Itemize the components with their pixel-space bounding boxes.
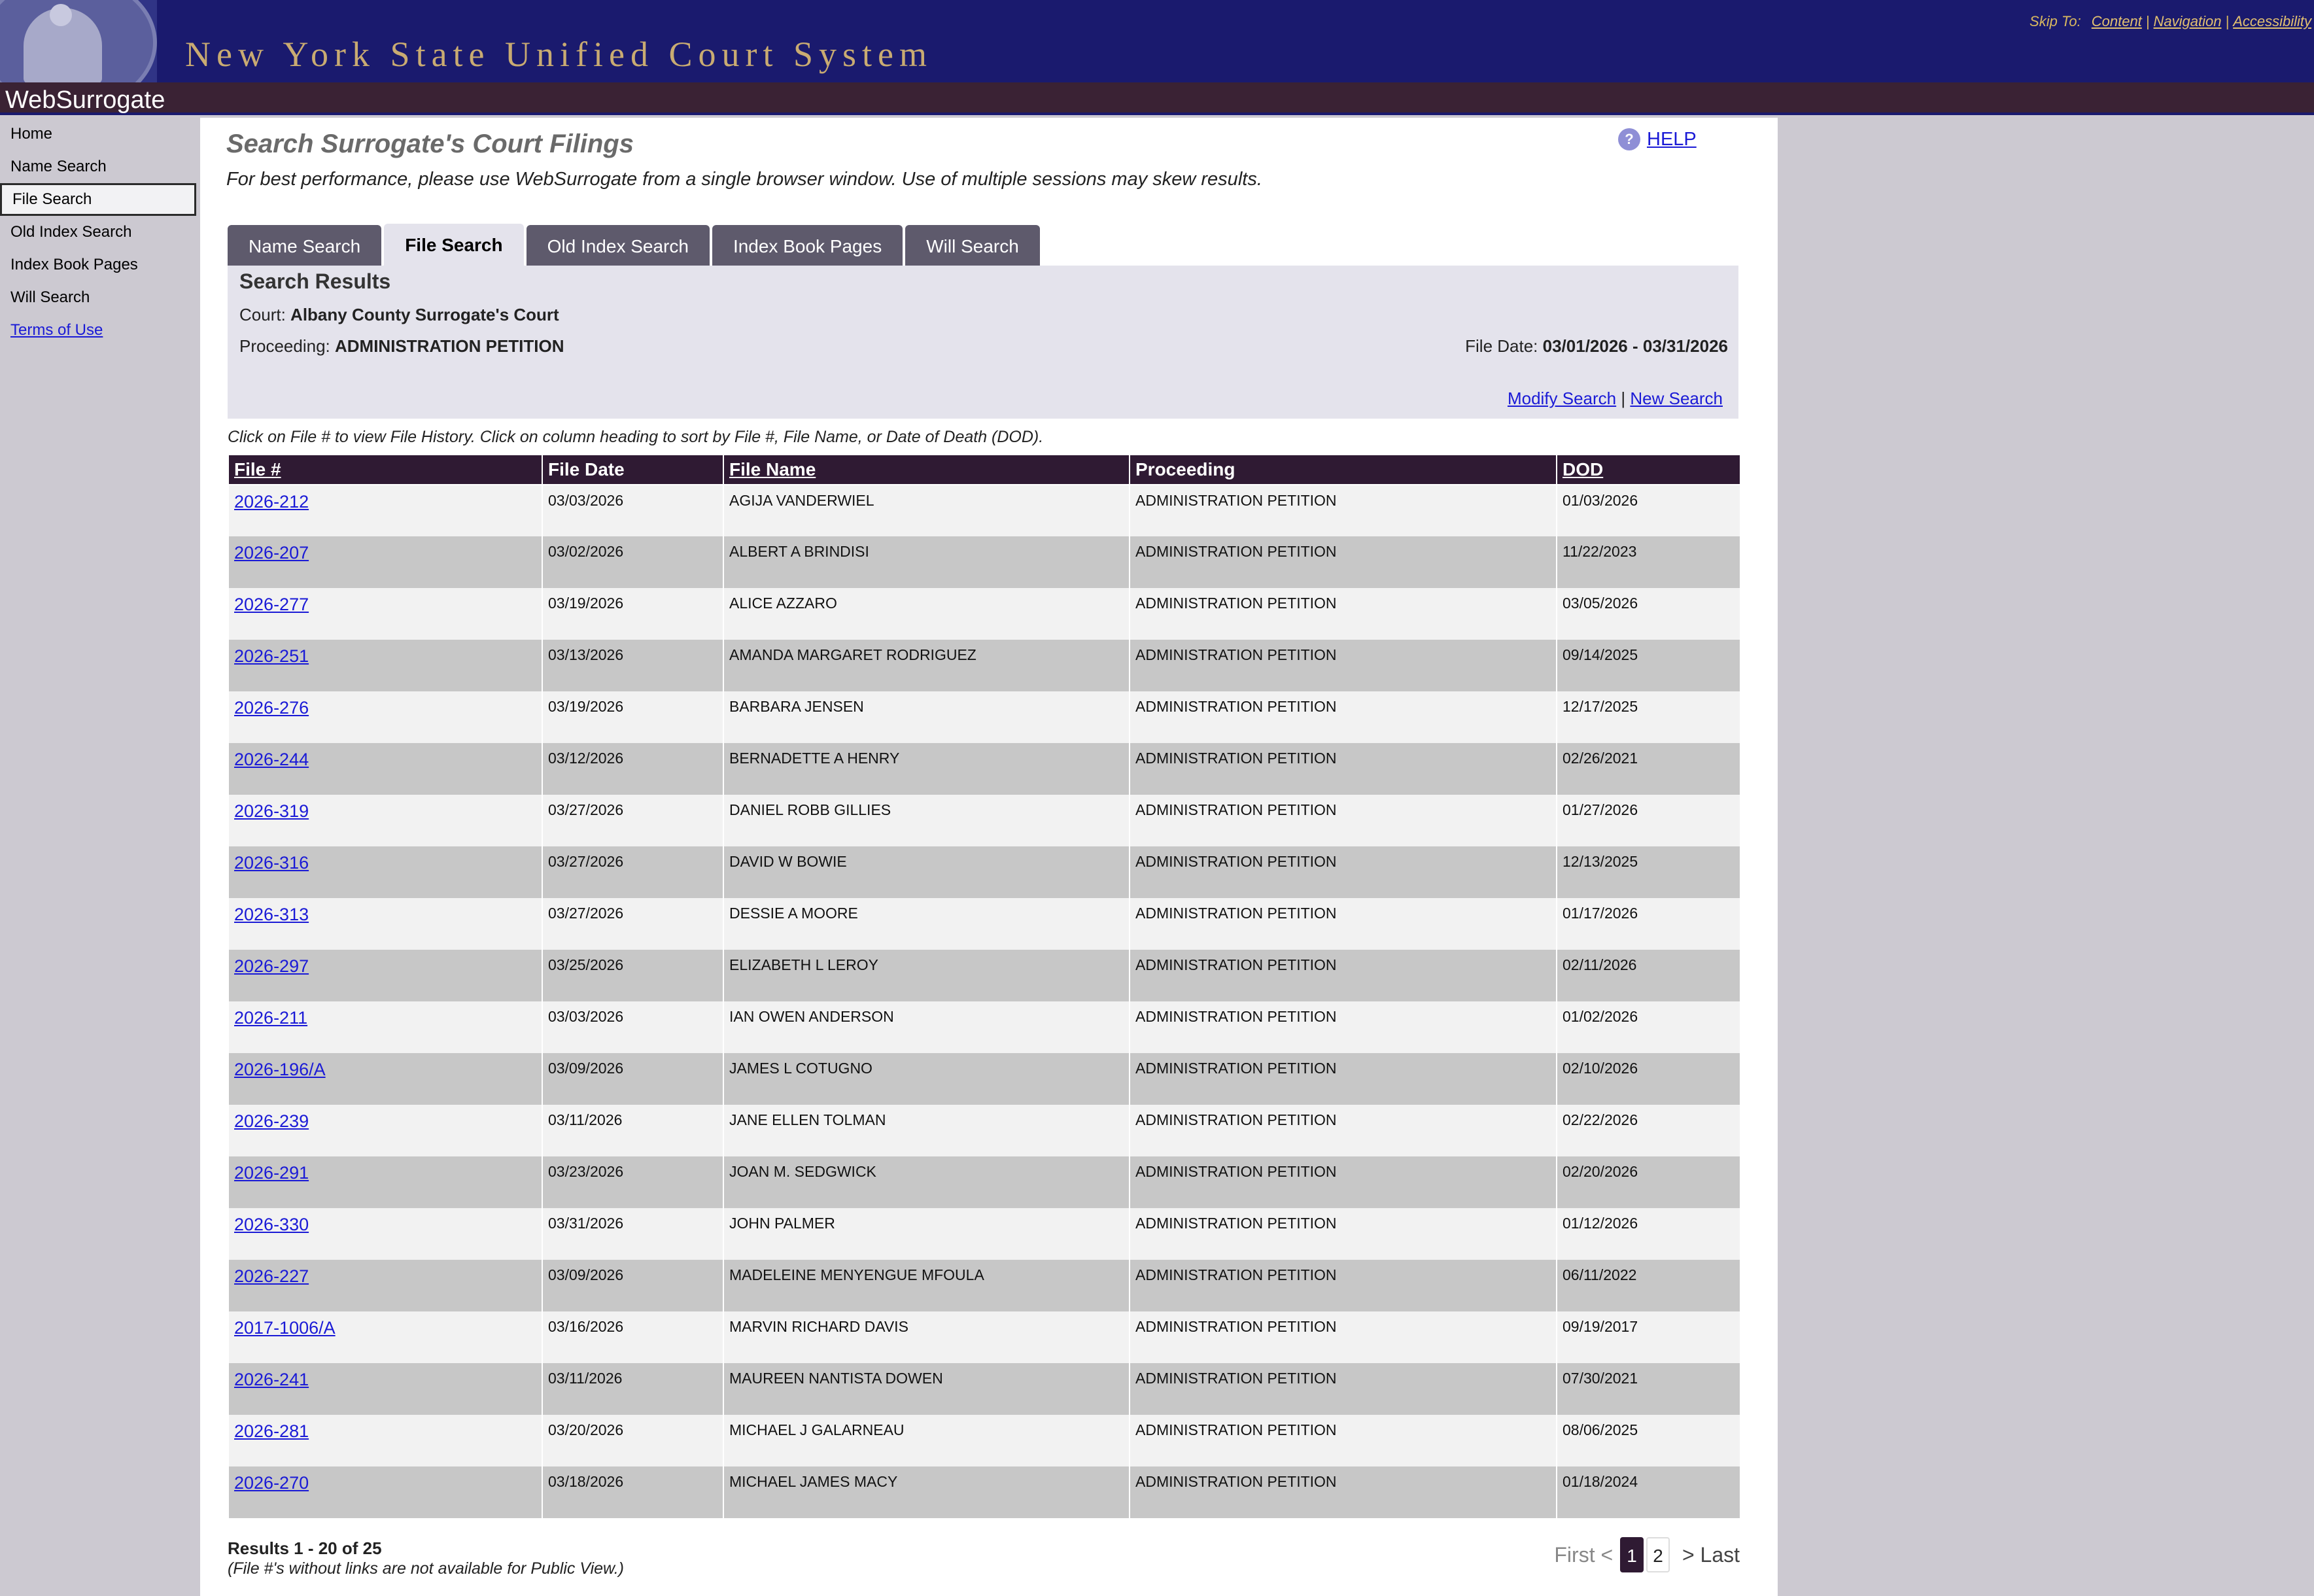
file-name-cell: BERNADETTE A HENRY xyxy=(723,743,1130,795)
file-number-link[interactable]: 2026-297 xyxy=(234,956,309,976)
table-row xyxy=(228,950,1740,1001)
file-number-cell xyxy=(228,795,542,846)
dod-cell: 02/11/2026 xyxy=(1557,950,1740,1001)
file-number-link[interactable]: 2026-211 xyxy=(234,1008,308,1028)
table-row xyxy=(228,1001,1740,1053)
file-number-cell xyxy=(228,1415,542,1466)
results-table xyxy=(228,454,1741,1518)
table-row xyxy=(228,640,1740,691)
proceeding-cell: ADMINISTRATION PETITION xyxy=(1130,743,1557,795)
file-date-label: File Date: xyxy=(1465,336,1538,356)
court-seal-logo xyxy=(0,0,157,82)
file-name-cell: ELIZABETH L LEROY xyxy=(723,950,1130,1001)
proceeding-cell: ADMINISTRATION PETITION xyxy=(1130,1260,1557,1311)
proceeding-cell: ADMINISTRATION PETITION xyxy=(1130,795,1557,846)
file-date-cell: 03/02/2026 xyxy=(542,536,723,588)
file-name-cell: ALICE AZZARO xyxy=(723,588,1130,640)
proceeding-line xyxy=(239,336,564,356)
file-number-cell xyxy=(228,588,542,640)
sidebar-nav xyxy=(0,118,200,347)
file-date-cell: 03/11/2026 xyxy=(542,1363,723,1415)
file-number-cell xyxy=(228,691,542,743)
pager-page-1[interactable]: 1 xyxy=(1620,1537,1644,1572)
help-icon[interactable]: ? xyxy=(1618,128,1640,150)
file-date-cell: 03/09/2026 xyxy=(542,1260,723,1311)
proceeding-cell: ADMINISTRATION PETITION xyxy=(1130,485,1557,536)
table-header-row xyxy=(228,455,1740,485)
file-number-cell xyxy=(228,1001,542,1053)
pager-prev: < xyxy=(1600,1542,1614,1567)
file-number-link[interactable]: 2026-313 xyxy=(234,905,309,924)
file-number-cell xyxy=(228,1466,542,1518)
sidebar-item-will-search[interactable]: Will Search xyxy=(10,288,90,306)
sidebar-item-name-search[interactable]: Name Search xyxy=(10,158,107,175)
table-row xyxy=(228,1466,1740,1518)
file-date-cell: 03/27/2026 xyxy=(542,795,723,846)
sidebar-item-file-search[interactable]: File Search xyxy=(0,183,196,216)
file-date-cell: 03/27/2026 xyxy=(542,846,723,898)
proceeding-cell: ADMINISTRATION PETITION xyxy=(1130,1466,1557,1518)
result-count: Results 1 - 20 of 25 xyxy=(228,1538,382,1558)
dod-cell: 02/26/2021 xyxy=(1557,743,1740,795)
help-link-group[interactable] xyxy=(1618,128,1697,150)
table-row xyxy=(228,1363,1740,1415)
table-row xyxy=(228,536,1740,588)
file-date-value: 03/01/2026 - 03/31/2026 xyxy=(1542,336,1728,356)
proceeding-cell: ADMINISTRATION PETITION xyxy=(1130,1001,1557,1053)
file-name-cell: MICHAEL JAMES MACY xyxy=(723,1466,1130,1518)
table-row xyxy=(228,1260,1740,1311)
dod-cell: 03/05/2026 xyxy=(1557,588,1740,640)
file-name-cell: DESSIE A MOORE xyxy=(723,898,1130,950)
file-name-cell: BARBARA JENSEN xyxy=(723,691,1130,743)
file-name-cell: MAUREEN NANTISTA DOWEN xyxy=(723,1363,1130,1415)
file-number-cell xyxy=(228,1311,542,1363)
search-actions xyxy=(1508,389,1723,409)
file-number-link[interactable]: 2026-227 xyxy=(234,1266,309,1286)
proceeding-cell: ADMINISTRATION PETITION xyxy=(1130,898,1557,950)
proceeding-cell: ADMINISTRATION PETITION xyxy=(1130,1105,1557,1156)
dod-cell: 01/03/2026 xyxy=(1557,485,1740,536)
file-number-cell xyxy=(228,1260,542,1311)
column-header-file-name[interactable]: File Name xyxy=(723,455,1130,485)
proceeding-cell: ADMINISTRATION PETITION xyxy=(1130,1415,1557,1466)
file-date-cell: 03/20/2026 xyxy=(542,1415,723,1466)
table-row xyxy=(228,1208,1740,1260)
dod-cell: 01/18/2024 xyxy=(1557,1466,1740,1518)
file-number-link[interactable]: 2026-241 xyxy=(234,1370,309,1389)
dod-cell: 12/13/2025 xyxy=(1557,846,1740,898)
tab-file-search[interactable]: File Search xyxy=(384,224,523,268)
file-number-cell xyxy=(228,1363,542,1415)
proceeding-cell: ADMINISTRATION PETITION xyxy=(1130,1053,1557,1105)
file-date-line xyxy=(1465,336,1728,356)
file-name-cell: JANE ELLEN TOLMAN xyxy=(723,1105,1130,1156)
skip-to-content-link[interactable]: Content xyxy=(2091,13,2142,29)
file-number-link[interactable]: 2026-196/A xyxy=(234,1060,326,1079)
app-brand: WebSurrogate xyxy=(5,86,165,114)
proceeding-cell: ADMINISTRATION PETITION xyxy=(1130,1363,1557,1415)
file-date-cell: 03/25/2026 xyxy=(542,950,723,1001)
proceeding-cell: ADMINISTRATION PETITION xyxy=(1130,1311,1557,1363)
table-row xyxy=(228,1311,1740,1363)
dod-cell: 02/10/2026 xyxy=(1557,1053,1740,1105)
file-number-link[interactable]: 2026-212 xyxy=(234,492,309,512)
dod-cell: 07/30/2021 xyxy=(1557,1363,1740,1415)
file-date-cell: 03/18/2026 xyxy=(542,1466,723,1518)
pager-first: First xyxy=(1554,1542,1595,1567)
file-date-cell: 03/03/2026 xyxy=(542,1001,723,1053)
site-title: New York State Unified Court System xyxy=(185,35,933,74)
tab-index-book-pages[interactable]: Index Book Pages xyxy=(712,225,903,268)
terms-of-use-link[interactable]: Terms of Use xyxy=(10,321,103,339)
proceeding-cell: ADMINISTRATION PETITION xyxy=(1130,691,1557,743)
column-header-proceeding: Proceeding xyxy=(1130,455,1557,485)
tab-will-search[interactable]: Will Search xyxy=(905,225,1040,268)
file-date-cell: 03/13/2026 xyxy=(542,640,723,691)
file-date-cell: 03/31/2026 xyxy=(542,1208,723,1260)
file-date-cell: 03/16/2026 xyxy=(542,1311,723,1363)
column-header-file-number[interactable]: File # xyxy=(228,455,542,485)
pager-last[interactable]: Last xyxy=(1700,1542,1740,1567)
file-number-link[interactable]: 2026-244 xyxy=(234,750,309,769)
file-date-cell: 03/27/2026 xyxy=(542,898,723,950)
file-number-cell xyxy=(228,1053,542,1105)
skip-to-links: Skip To: Content | Navigation | Accessibility xyxy=(2029,13,2311,29)
file-number-cell xyxy=(228,640,542,691)
file-date-cell: 03/03/2026 xyxy=(542,485,723,536)
table-row xyxy=(228,795,1740,846)
table-row xyxy=(228,1156,1740,1208)
file-name-cell: IAN OWEN ANDERSON xyxy=(723,1001,1130,1053)
tab-name-search[interactable]: Name Search xyxy=(228,225,381,268)
file-number-cell xyxy=(228,485,542,536)
pagination xyxy=(1554,1537,1740,1574)
search-results-summary xyxy=(228,266,1738,419)
table-instructions: Click on File # to view File History. Click on column heading to sort by File #, File Name, or Date of Death (DOD). xyxy=(228,428,1044,446)
table-row xyxy=(228,485,1740,536)
sidebar-item-old-index-search[interactable]: Old Index Search xyxy=(10,223,132,241)
dod-cell: 12/17/2025 xyxy=(1557,691,1740,743)
main-content xyxy=(200,118,1778,1596)
pager-page-2[interactable]: 2 xyxy=(1646,1537,1670,1572)
file-name-cell: ALBERT A BRINDISI xyxy=(723,536,1130,588)
file-number-link[interactable]: 2026-239 xyxy=(234,1111,309,1131)
file-name-cell: JOHN PALMER xyxy=(723,1208,1130,1260)
file-number-link[interactable]: 2026-319 xyxy=(234,801,309,821)
sidebar-item-index-book-pages[interactable]: Index Book Pages xyxy=(10,256,138,273)
file-number-link[interactable]: 2026-277 xyxy=(234,595,309,614)
skip-to-navigation-link[interactable]: Navigation xyxy=(2153,13,2222,29)
file-number-link[interactable]: 2026-281 xyxy=(234,1421,309,1441)
proceeding-value: ADMINISTRATION PETITION xyxy=(335,336,564,356)
brand-bar xyxy=(0,82,2314,115)
file-date-cell: 03/09/2026 xyxy=(542,1053,723,1105)
dod-cell: 09/14/2025 xyxy=(1557,640,1740,691)
court-value: Albany County Surrogate's Court xyxy=(290,305,559,324)
file-number-link[interactable]: 2026-330 xyxy=(234,1215,309,1234)
file-number-cell xyxy=(228,536,542,588)
page-title: Search Surrogate's Court Filings xyxy=(226,130,634,158)
dod-cell: 11/22/2023 xyxy=(1557,536,1740,588)
file-name-cell: AGIJA VANDERWIEL xyxy=(723,485,1130,536)
file-number-cell xyxy=(228,846,542,898)
table-row xyxy=(228,743,1740,795)
table-row xyxy=(228,846,1740,898)
help-link[interactable]: HELP xyxy=(1647,128,1697,150)
file-name-cell: AMANDA MARGARET RODRIGUEZ xyxy=(723,640,1130,691)
proceeding-cell: ADMINISTRATION PETITION xyxy=(1130,588,1557,640)
court-label: Court: xyxy=(239,305,286,324)
new-search-link[interactable]: New Search xyxy=(1630,389,1723,408)
dod-cell: 01/27/2026 xyxy=(1557,795,1740,846)
file-number-cell xyxy=(228,898,542,950)
file-date-cell: 03/23/2026 xyxy=(542,1156,723,1208)
file-date-cell: 03/19/2026 xyxy=(542,588,723,640)
tab-old-index-search[interactable]: Old Index Search xyxy=(527,225,710,268)
table-row xyxy=(228,1053,1740,1105)
dod-cell: 02/22/2026 xyxy=(1557,1105,1740,1156)
file-name-cell: MARVIN RICHARD DAVIS xyxy=(723,1311,1130,1363)
table-row xyxy=(228,898,1740,950)
pager-next[interactable]: > xyxy=(1682,1542,1695,1567)
file-number-cell xyxy=(228,1156,542,1208)
proceeding-cell: ADMINISTRATION PETITION xyxy=(1130,536,1557,588)
file-number-link[interactable]: 2017-1006/A xyxy=(234,1318,336,1338)
skip-to-label: Skip To: xyxy=(2029,13,2081,29)
file-date-cell: 03/19/2026 xyxy=(542,691,723,743)
dod-cell: 01/17/2026 xyxy=(1557,898,1740,950)
court-line xyxy=(239,305,559,325)
column-header-dod[interactable]: DOD xyxy=(1557,455,1740,485)
search-results-title: Search Results xyxy=(239,269,391,293)
file-name-cell: DANIEL ROBB GILLIES xyxy=(723,795,1130,846)
file-name-cell: MICHAEL J GALARNEAU xyxy=(723,1415,1130,1466)
file-number-link[interactable]: 2026-276 xyxy=(234,698,309,718)
dod-cell: 06/11/2022 xyxy=(1557,1260,1740,1311)
table-row xyxy=(228,1415,1740,1466)
search-tabs xyxy=(228,224,1043,268)
file-number-cell xyxy=(228,950,542,1001)
proceeding-cell: ADMINISTRATION PETITION xyxy=(1130,1156,1557,1208)
dod-cell: 01/12/2026 xyxy=(1557,1208,1740,1260)
dod-cell: 01/02/2026 xyxy=(1557,1001,1740,1053)
file-number-link[interactable]: 2026-207 xyxy=(234,543,309,563)
sidebar-item-home[interactable]: Home xyxy=(10,125,53,143)
dod-cell: 02/20/2026 xyxy=(1557,1156,1740,1208)
proceeding-cell: ADMINISTRATION PETITION xyxy=(1130,1208,1557,1260)
file-name-cell: JAMES L COTUGNO xyxy=(723,1053,1130,1105)
table-row xyxy=(228,691,1740,743)
file-date-cell: 03/11/2026 xyxy=(542,1105,723,1156)
dod-cell: 08/06/2025 xyxy=(1557,1415,1740,1466)
proceeding-cell: ADMINISTRATION PETITION xyxy=(1130,846,1557,898)
file-number-link[interactable]: 2026-251 xyxy=(234,646,309,666)
file-number-cell xyxy=(228,743,542,795)
table-row xyxy=(228,588,1740,640)
file-name-cell: MADELEINE MENYENGUE MFOULA xyxy=(723,1260,1130,1311)
column-header-file-date: File Date xyxy=(542,455,723,485)
modify-search-link[interactable]: Modify Search xyxy=(1507,389,1617,408)
performance-note: For best performance, please use WebSurrogate from a single browser window. Use of multiple sessions may skew results. xyxy=(226,169,1262,190)
file-number-cell xyxy=(228,1208,542,1260)
file-name-cell: DAVID W BOWIE xyxy=(723,846,1130,898)
skip-to-accessibility-link[interactable]: Accessibility xyxy=(2233,13,2311,29)
result-note: (File #'s without links are not available for Public View.) xyxy=(228,1559,624,1578)
file-number-link[interactable]: 2026-270 xyxy=(234,1473,309,1493)
file-number-link[interactable]: 2026-316 xyxy=(234,853,309,873)
dod-cell: 09/19/2017 xyxy=(1557,1311,1740,1363)
file-number-cell xyxy=(228,1105,542,1156)
proceeding-label: Proceeding: xyxy=(239,336,330,356)
table-row xyxy=(228,1105,1740,1156)
proceeding-cell: ADMINISTRATION PETITION xyxy=(1130,640,1557,691)
file-number-link[interactable]: 2026-291 xyxy=(234,1163,309,1183)
file-date-cell: 03/12/2026 xyxy=(542,743,723,795)
actions-separator: | xyxy=(1621,389,1626,408)
proceeding-cell: ADMINISTRATION PETITION xyxy=(1130,950,1557,1001)
site-header xyxy=(0,0,2314,82)
file-name-cell: JOAN M. SEDGWICK xyxy=(723,1156,1130,1208)
